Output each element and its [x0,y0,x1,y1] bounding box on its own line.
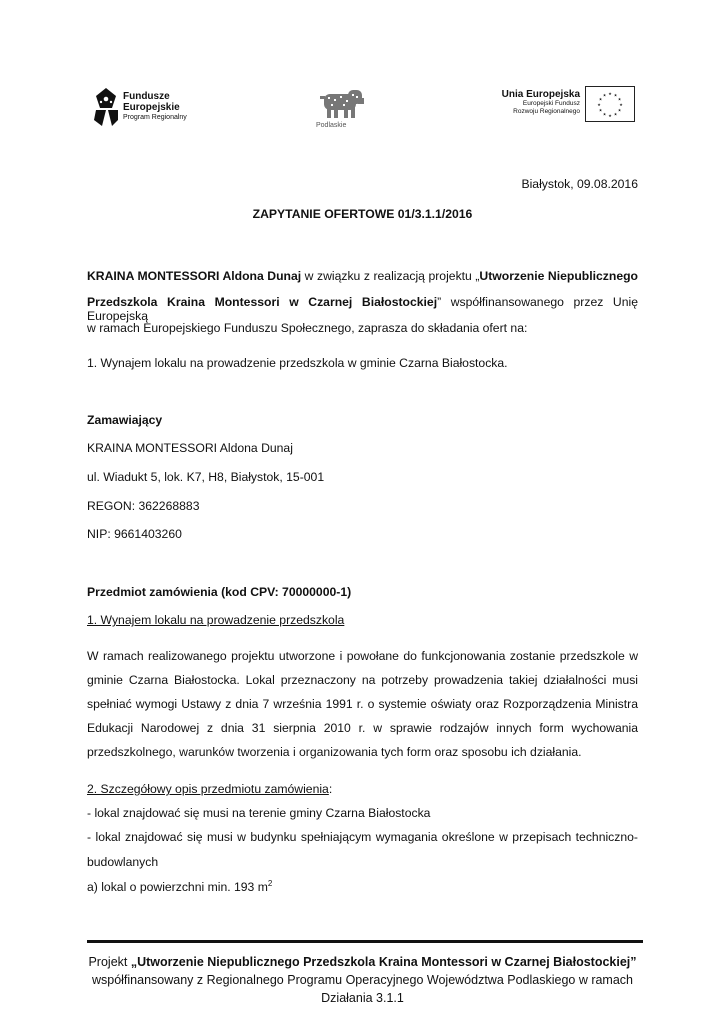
subheading-2-colon: : [328,782,333,796]
ue-logo-line1: Unia Europejska [501,89,580,100]
svg-text:★: ★ [608,113,612,118]
svg-text:★: ★ [617,96,622,102]
item-a-sup: 2 [267,879,273,888]
ue-logo-line3: Rozwoju Regionalnego [513,108,580,115]
fe-logo-line3: Program Regionalny [123,114,187,121]
project-name-a: Utworzenie Niepublicznego [479,269,638,283]
subject-paragraph-line: przedszkolnego, warunków tworzenia i organizowania tych form oraz sposobu ich działania. [87,745,582,759]
subject-paragraph-line: W ramach realizowanego projektu utworzone i powołane do funkcjonowania zostanie przedszkole w [87,649,638,663]
buyer-address: ul. Wiadukt 5, lok. K7, H8, Białystok, 15-001 [87,470,325,484]
intro-text-b: ” współfinansowanego przez Unię Europejską [87,295,638,323]
item-1: 1. Wynajem lokalu na prowadzenie przedszkola w gminie Czarna Białostocka. [87,356,508,370]
bullet-item-continued: budowlanych [87,855,159,869]
subject-subheading-1: 1. Wynajem lokalu na prowadzenie przedszkola [87,613,345,627]
intro-line3: w ramach Europejskiego Funduszu Społecznego, zaprasza do składania ofert na: [87,321,528,335]
buyer-name: KRAINA MONTESSORI Aldona Dunaj [87,441,293,455]
subject-subheading-2 [87,782,638,796]
buyer-heading: Zamawiający [87,413,163,427]
svg-text:★: ★ [613,111,618,117]
fe-logo-line2: Europejskie [123,102,180,113]
project-name-b: Przedszkola Kraina Montessori w Czarnej Białostockiej [87,295,438,309]
footer-line3: Działania 3.1.1 [321,991,404,1005]
contractor-name: KRAINA MONTESSORI Aldona Dunaj [87,269,302,283]
bullet-item: - lokal znajdować się musi w budynku spełniającym wymagania określone w przepisach techniczno- [87,830,638,844]
svg-text:★: ★ [598,96,603,102]
item-a-text: a) lokal o powierzchni min. 193 m [87,880,268,895]
intro-line2 [87,295,638,323]
svg-text:★: ★ [613,92,618,98]
item-a [87,879,638,894]
fundusze-europejskie-logo [90,86,230,130]
svg-text:★: ★ [602,92,607,98]
bison-icon [318,86,368,120]
subject-paragraph-line: Edukacji Narodowej z dnia 31 sierpnia 2010 r. w sprawie rodzajów innych form wychowania [87,721,638,735]
svg-text:★: ★ [619,102,623,107]
logo-header [90,86,635,132]
place-date: Białystok, 09.08.2016 [521,177,638,191]
subheading-2-text: 2. Szczegółowy opis przedmiotu zamówienia [87,782,329,796]
buyer-regon: REGON: 362268883 [87,499,200,513]
podlaskie-logo-text: Podlaskie [316,122,347,129]
eu-flag-icon [585,86,635,122]
fundusze-europejskie-star-icon [92,86,120,128]
subject-heading: Przedmiot zamówienia (kod CPV: 70000000-1) [87,585,352,599]
footer-project-name: „Utworzenie Niepublicznego Przedszkola Kraina Montessori w Czarnej Białostockiej” [130,955,637,969]
intro-line1 [87,269,638,283]
subject-paragraph-line: spełniać wymogi Ustawy z dnia 7 września 1991 r. o systemie oświaty oraz Rozporządzenia Ministra [87,697,638,711]
svg-text:★: ★ [598,107,603,113]
unia-europejska-logo [495,86,635,130]
svg-text:★: ★ [602,111,607,117]
footer-line1 [60,955,665,969]
svg-text:★: ★ [597,102,601,107]
subject-paragraph-line: gminie Czarna Białostocka. Lokal przeznaczony na potrzeby prowadzenia takiej działalności musi [87,673,638,687]
intro-text-a: w związku z realizacją projektu „ [301,269,480,283]
svg-text:★: ★ [617,107,622,113]
buyer-nip: NIP: 9661403260 [87,527,182,541]
bullet-item: - lokal znajdować się musi na terenie gminy Czarna Białostocka [87,806,431,820]
document-title: ZAPYTANIE OFERTOWE 01/3.1.1/2016 [252,207,473,221]
footer-pre: Projekt [88,955,131,969]
ue-logo-line2: Europejski Fundusz [522,100,580,107]
svg-text:★: ★ [608,91,612,96]
footer-line2: współfinansowany z Regionalnego Programu Operacyjnego Województwa Podlaskiego w ramach [91,973,634,987]
footer-divider [87,940,643,943]
fe-logo-line1: Fundusze [123,91,170,102]
